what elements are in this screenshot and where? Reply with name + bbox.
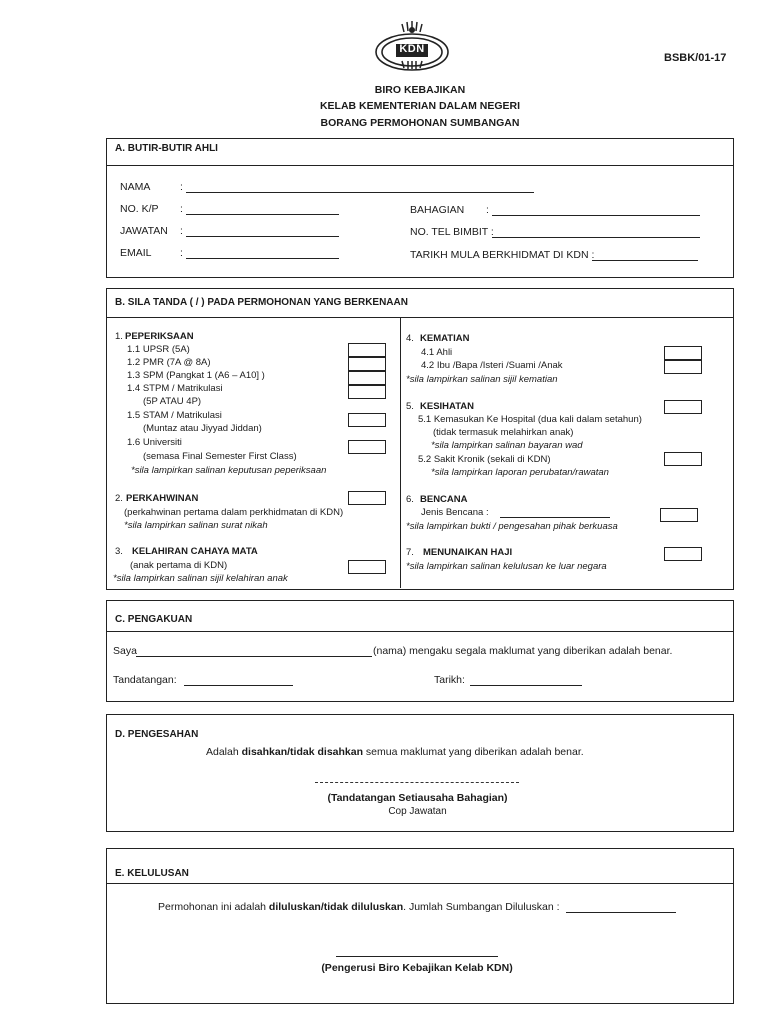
section-d-header: D. PENGESAHAN <box>115 729 199 740</box>
kdn-logo <box>372 18 452 76</box>
b4-num: 4. <box>406 333 414 344</box>
checkbox-pmr[interactable] <box>348 357 386 371</box>
section-a-header: A. BUTIR-BUTIR AHLI <box>107 139 733 166</box>
bahagian-field[interactable] <box>492 215 700 216</box>
b3-num: 3. <box>115 546 123 557</box>
b5-num: 5. <box>406 401 414 412</box>
jenis-bencana-field[interactable] <box>500 517 610 518</box>
b5-1: 5.1 Kemasukan Ke Hospital (dua kali dalam setahun) <box>418 414 642 425</box>
checkbox-universiti[interactable] <box>348 440 386 454</box>
email-field[interactable] <box>186 258 339 259</box>
section-e-header: E. KELULUSAN <box>107 849 733 884</box>
email-label: EMAIL <box>120 247 152 259</box>
b5-2n: *sila lampirkan laporan perubatan/rawatan <box>431 467 609 478</box>
jawatan-field[interactable] <box>186 236 339 237</box>
tel-label: NO. TEL BIMBIT : <box>410 226 494 238</box>
b3-note: *sila lampirkan salinan sijil kelahiran anak <box>113 573 288 584</box>
pengesahan-text <box>206 746 584 758</box>
b1-6b: (semasa Final Semester First Class) <box>143 451 297 462</box>
b1-5: 1.5 STAM / Matrikulasi <box>127 410 222 421</box>
pengakuan-text: (nama) mengaku segala maklumat yang diberikan adalah benar. <box>373 645 673 657</box>
pengerusi-sign-label: (Pengerusi Biro Kebajikan Kelab KDN) <box>321 962 513 974</box>
b4-2: 4.2 Ibu /Bapa /Isteri /Suami /Anak <box>421 360 563 371</box>
b3-desc: (anak pertama di KDN) <box>130 560 228 571</box>
b4-note: *sila lampirkan salinan sijil kematian <box>406 374 558 385</box>
b1-6: 1.6 Universiti <box>127 437 182 448</box>
section-b-divider <box>400 318 401 588</box>
nama-field[interactable] <box>186 192 534 193</box>
section-c-header: C. PENGAKUAN <box>107 601 733 632</box>
setiausaha-sign-label: (Tandatangan Setiausaha Bahagian) <box>327 792 508 804</box>
b2-desc: (perkahwinan pertama dalam perkhidmatan di KDN) <box>124 507 344 518</box>
b3-title: KELAHIRAN CAHAYA MATA <box>132 546 258 557</box>
pengesahan-post: semua maklumat yang diberikan adalah benar. <box>363 746 584 758</box>
nokp-colon: : <box>180 203 183 215</box>
b7-title: MENUNAIKAN HAJI <box>423 547 513 558</box>
nokp-field[interactable] <box>186 214 339 215</box>
title-line-1: BIRO KEBAJIKAN <box>374 84 466 96</box>
checkbox-bencana[interactable] <box>660 508 698 522</box>
jawatan-colon: : <box>180 225 183 237</box>
jawatan-label: JAWATAN <box>120 225 168 237</box>
cop-jawatan: Cop Jawatan <box>388 806 447 817</box>
tandatangan-label: Tandatangan: <box>113 674 177 686</box>
nama-label: NAMA <box>120 181 151 193</box>
b1-1: 1.1 UPSR (5A) <box>127 344 190 355</box>
checkbox-stpm[interactable] <box>348 385 386 399</box>
checkbox-kematian-ahli[interactable] <box>664 346 702 360</box>
logo-text: KDN <box>399 43 425 55</box>
kelulusan-pre: Permohonan ini adalah <box>158 901 269 913</box>
checkbox-sakit-kronik[interactable] <box>664 452 702 466</box>
b5-2: 5.2 Sakit Kronik (sekali di KDN) <box>418 454 551 465</box>
pengesahan-pre: Adalah <box>206 746 242 758</box>
email-colon: : <box>180 247 183 259</box>
b2-note: *sila lampirkan salinan surat nikah <box>124 520 268 531</box>
checkbox-spm[interactable] <box>348 371 386 385</box>
checkbox-kelahiran[interactable] <box>348 560 386 574</box>
checkbox-haji[interactable] <box>664 547 702 561</box>
b1-5b: (Muntaz atau Jiyyad Jiddan) <box>143 423 262 434</box>
title-line-2: KELAB KEMENTERIAN DALAM NEGERI <box>319 100 521 112</box>
tarikh-mula-field[interactable] <box>592 260 698 261</box>
b6-note: *sila lampirkan bukti / pengesahan pihak berkuasa <box>406 521 618 532</box>
pengesahan-bold: disahkan/tidak disahkan <box>241 746 364 758</box>
checkbox-hospital[interactable] <box>664 400 702 414</box>
b5-title: KESIHATAN <box>420 401 475 412</box>
b7-num: 7. <box>406 547 414 558</box>
tarikh-field[interactable] <box>470 685 582 686</box>
nokp-label: NO. K/P <box>120 203 159 215</box>
kelulusan-text <box>158 901 560 913</box>
pengerusi-sign-line[interactable] <box>336 956 498 957</box>
bahagian-label: BAHAGIAN <box>410 204 465 216</box>
saya-label: Saya <box>113 645 137 657</box>
b6-num: 6. <box>406 494 414 505</box>
saya-field[interactable] <box>136 656 372 657</box>
tarikh-label: Tarikh: <box>434 674 465 686</box>
b1-2: 1.2 PMR (7A @ 8A) <box>127 357 211 368</box>
form-code: BSBK/01-17 <box>664 52 727 64</box>
kelulusan-bold: diluluskan/tidak diluluskan <box>268 901 404 913</box>
section-e <box>106 848 734 1004</box>
b1-num: 1. <box>115 331 123 342</box>
checkbox-kematian-keluarga[interactable] <box>664 360 702 374</box>
b4-1: 4.1 Ahli <box>421 347 453 358</box>
b1-3: 1.3 SPM (Pangkat 1 (A6 – A10] ) <box>127 370 265 381</box>
jumlah-sumbangan-field[interactable] <box>566 912 676 913</box>
nama-colon: : <box>180 181 183 193</box>
b6-jenis: Jenis Bencana : <box>421 507 489 518</box>
checkbox-stam[interactable] <box>348 413 386 427</box>
tandatangan-field[interactable] <box>184 685 293 686</box>
b2-title: PERKAHWINAN <box>126 493 199 504</box>
section-b-header: B. SILA TANDA ( / ) PADA PERMOHONAN YANG BERKENAAN <box>107 289 733 318</box>
tel-field[interactable] <box>492 237 700 238</box>
b1-title: PEPERIKSAAN <box>125 331 194 342</box>
kelulusan-post: . Jumlah Sumbangan Diluluskan : <box>403 901 560 913</box>
bahagian-colon: : <box>486 204 489 216</box>
title-line-3: BORANG PERMOHONAN SUMBANGAN <box>320 117 520 129</box>
b1-4: 1.4 STPM / Matrikulasi <box>127 383 223 394</box>
b2-num: 2. <box>115 493 123 504</box>
b1-note: *sila lampirkan salinan keputusan peperiksaan <box>131 465 327 476</box>
b1-4b: (5P ATAU 4P) <box>143 396 202 407</box>
checkbox-upsr[interactable] <box>348 343 386 357</box>
setiausaha-sign-line[interactable] <box>315 782 519 783</box>
b6-title: BENCANA <box>420 494 468 505</box>
tarikh-mula-label: TARIKH MULA BERKHIDMAT DI KDN : <box>410 249 595 261</box>
checkbox-perkahwinan[interactable] <box>348 491 386 505</box>
b5-1b: (tidak termasuk melahirkan anak) <box>433 427 574 438</box>
b4-title: KEMATIAN <box>420 333 470 344</box>
b5-1n: *sila lampirkan salinan bayaran wad <box>431 440 583 451</box>
b7-note: *sila lampirkan salinan kelulusan ke luar negara <box>406 561 607 572</box>
